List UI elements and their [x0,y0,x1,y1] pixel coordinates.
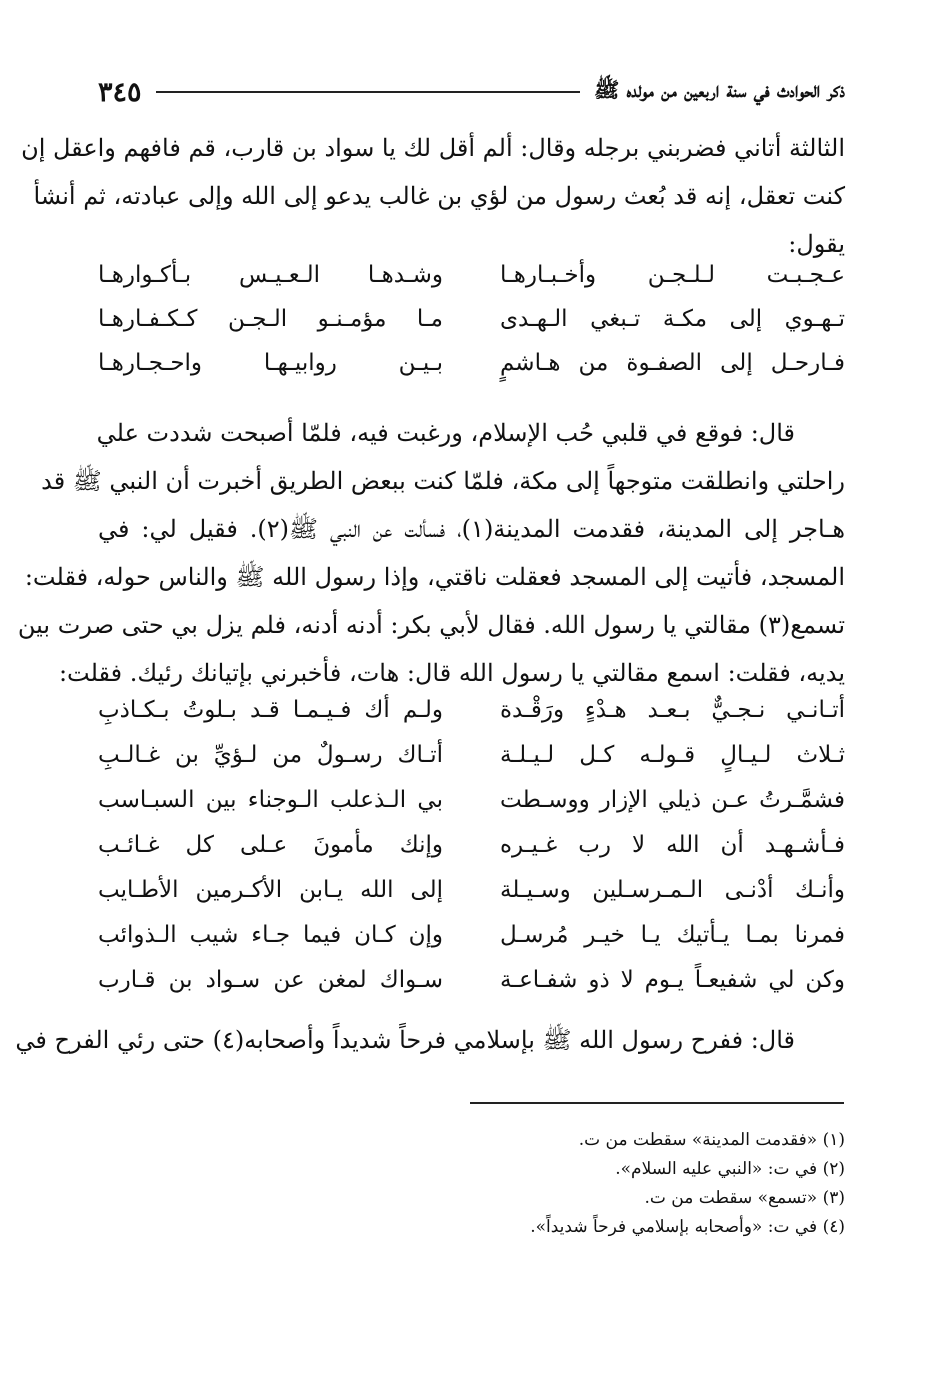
verse-second-hemistich: وشـدهـا الـعـيـس بـأكـوارهـا [98,262,443,288]
verse [98,688,845,733]
verse-second-hemistich: مـا مؤمـنـو الـجـن كـكـفـارهـا [98,306,443,332]
footnote: (٤) في ت: «وأصحابه بإسلامي فرحاً شديداً». [530,1217,845,1237]
verse [98,341,845,385]
verse-first-hemistich: فشمَّـرتُ عـن ذيلي الإزار ووسـطت [500,787,845,813]
verse-second-hemistich: ولـم أك فـيـمـا قـد بـلوتُ بـكـاذبِ [98,697,443,723]
text-line: يديه، فقلت: اسمع مقالتي يا رسول الله قال: هات، فأخبرني بإتيانك رئيك. فقلت: [58,659,845,687]
verse-second-hemistich: إلى الله يـابن الأكـرمين الأطـايب [98,877,443,903]
poem-2 [98,688,845,1003]
verse-second-hemistich: بـيـن روابيـهـا واحـجـارهـا [98,350,443,376]
text-line: راحلتي وانطلقت متوجهاً إلى مكة، فلمّا كنت ببعض الطريق أخبرت أن النبي ﷺ قد [41,467,845,495]
verse-second-hemistich: وإنك مأمونَ عـلى كل غـائـب [98,832,443,858]
text-line: كنت تعقل، إنه قد بُعث رسول من لؤي بن غالب يدعو إلى الله وإلى عبادته، ثم أنشأ [33,182,845,210]
verse [98,253,845,297]
footnote-separator [470,1102,844,1104]
verse-first-hemistich: تـهـوي إلى مكـة تـبغي الـهـدى [500,306,845,332]
footnotes [98,1126,845,1242]
verse-first-hemistich: ثـلاث لـيـالٍ قـولـه كـل لـيـلـة [500,742,845,768]
verse-second-hemistich: وإن كـان فيما جـاء شيب الـذوائب [98,922,443,948]
paragraph-2 [17,409,845,697]
footnote: (١) «فقدمت المدينة» سقطت من ت. [578,1130,845,1150]
verse-first-hemistich: فـارحـل إلى الصفـوة من هـاشمٍ [500,350,845,376]
footnote: (٣) «تسمع» سقطت من ت. [644,1188,845,1208]
verse-first-hemistich: فـأشـهـد أن الله لا رب غـيـره [500,832,845,858]
verse-first-hemistich: عـجـبـت لـلـجـن وأخـبـارهـا [500,262,845,288]
verse [98,823,845,868]
footnote: (٢) في ت: «النبي عليه السلام». [615,1159,845,1179]
verse [98,733,845,778]
text-line: يقول: [788,230,845,258]
verse [98,868,845,913]
verse [98,297,845,341]
verse-first-hemistich: فمرنا بمـا يـأتيك يـا خيـر مُرسـل [500,922,845,948]
paragraph-1 [21,124,845,268]
running-title: ذكر الحوادث في سنة اربعين من مولده ﷺ [593,76,845,102]
text-line: المسجد، فأتيت إلى المسجد فعقلت ناقتي، وإذا رسول الله ﷺ والناس حوله، فقلت: [24,563,845,591]
paragraph-3 [15,1016,845,1064]
verse [98,778,845,823]
text-line: تسمع(٣) مقالتي يا رسول الله. فقال لأبي بكر: أدنه أدنه، فلم يزل بي حتى صرت بين [17,611,845,639]
poem-1 [98,253,845,385]
verse-second-hemistich: أتـاك رسـولٌ من لـؤيِّ بن غـالـبِ [98,742,443,768]
text-line: قال: ففرح رسول الله ﷺ بإسلامي فرحاً شديداً وأصحابه(٤) حتى رئي الفرح في [15,1026,795,1054]
verse-first-hemistich: وكن لي شفيعـاً يـوم لا ذو شفـاعـة [500,967,845,993]
text-line: الثالثة أتاني فضربني برجله وقال: ألم أقل لك يا سواد بن قارب، قم فافهم واعقل إن [21,134,845,162]
text-line: هـاجر إلى المدينة، فقدمت المدينة(١)، فسألت عن النبي ﷺ(٢). فقيل لي: في [98,515,845,543]
verse-first-hemistich: وأنـك أدْنـى الـمـرسـلين وسـيـلة [500,877,845,903]
text-line: قال: فوقع في قلبي حُب الإسلام، ورغبت فيه، فلمّا أصبحت شددت علي [96,419,795,447]
page-number: ٣٤٥ [98,76,142,108]
header-rule [156,91,580,93]
page-header [98,72,845,112]
verse [98,913,845,958]
verse [98,958,845,1003]
verse-second-hemistich: بي الـذعلب الـوجناء بين السبـاسب [98,787,443,813]
verse-second-hemistich: سـواك لمغن عن سـواد بن قـارب [98,967,443,993]
verse-first-hemistich: أتـانـي نـجـيٌّ بـعـد هـدْءٍ ورَقْـدة [500,697,845,723]
